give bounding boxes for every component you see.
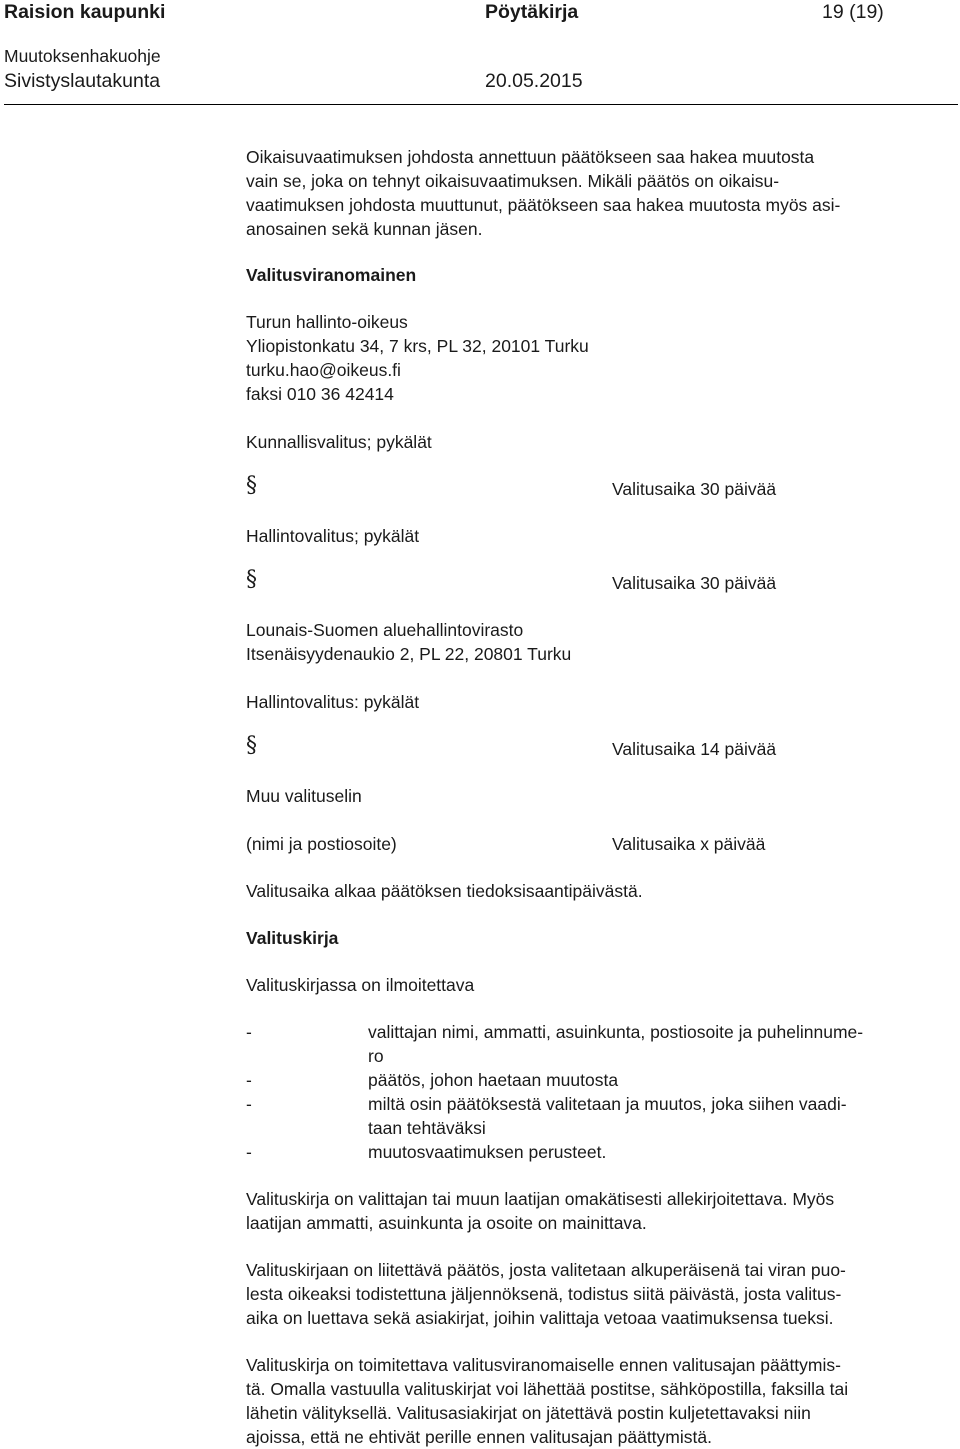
document-subtitle: Muutoksenhakuohje — [4, 46, 161, 66]
intro-line: anosainen sekä kunnan jäsen. — [246, 219, 483, 239]
list-item: miltä osin päätöksestä valitetaan ja muutos, joka siihen vaadi- — [368, 1094, 847, 1114]
list-item: muutosvaatimuksen perusteet. — [368, 1142, 607, 1162]
list-item-continuation: ro — [368, 1046, 384, 1066]
court-fax: faksi 010 36 42414 — [246, 384, 394, 404]
other-body-address: (nimi ja postiosoite) — [246, 834, 397, 854]
court-address: Yliopistonkatu 34, 7 krs, PL 32, 20101 Turku — [246, 336, 589, 356]
attachments-paragraph-line: aika on luettava sekä asiakirjat, joihin valittaja vetoaa vaatimuksensa tueksi. — [246, 1308, 834, 1328]
intro-line: vaatimuksen johdosta muuttunut, päätökseen saa hakea muutosta myös asi- — [246, 195, 841, 215]
other-body-period: Valitusaika x päivää — [612, 834, 766, 854]
signature-paragraph-line: laatijan ammatti, asuinkunta ja osoite on mainittava. — [246, 1213, 647, 1233]
intro-line: Oikaisuvaatimuksen johdosta annettuun päätökseen saa hakea muutosta — [246, 147, 815, 167]
avi-appeal-period: Valitusaika 14 päivää — [612, 739, 777, 759]
appeal-letter-heading: Valituskirja — [246, 928, 339, 948]
list-bullet: - — [246, 1022, 252, 1042]
intro-line: vain se, joka on tehnyt oikaisuvaatimuksen. Mikäli päätös on oikaisu- — [246, 171, 780, 191]
municipal-appeal-period: Valitusaika 30 päivää — [612, 479, 777, 499]
avi-appeal-label: Hallintovalitus: pykälät — [246, 692, 420, 712]
blank-marker-icon: § — [246, 567, 257, 592]
authority-heading: Valitusviranomainen — [246, 265, 417, 285]
delivery-paragraph-line: tä. Omalla vastuulla valituskirjat voi lähettää postitse, sähköpostilla, faksilla tai — [246, 1379, 849, 1399]
blank-marker-icon: § — [246, 733, 257, 758]
delivery-paragraph-line: Valituskirja on toimitettava valitusviranomaiselle ennen valitusajan päättymis- — [246, 1355, 841, 1375]
period-start-note: Valitusaika alkaa päätöksen tiedoksisaantipäivästä. — [246, 881, 643, 901]
list-item: päätös, johon haetaan muutosta — [368, 1070, 619, 1090]
signature-paragraph-line: Valituskirja on valittajan tai muun laatijan omakätisesti allekirjoitettava. Myös — [246, 1189, 835, 1209]
appeal-letter-intro: Valituskirjassa on ilmoitettava — [246, 975, 475, 995]
list-bullet: - — [246, 1094, 252, 1114]
other-body-label: Muu valituselin — [246, 786, 362, 806]
court-email: turku.hao@oikeus.fi — [246, 360, 401, 380]
attachments-paragraph-line: lesta oikeaksi todistettuna jäljennöksenä, todistus siitä päivästä, josta valitus- — [246, 1284, 842, 1304]
avi-name: Lounais-Suomen aluehallintovirasto — [246, 620, 524, 640]
admin-appeal-label: Hallintovalitus; pykälät — [246, 526, 420, 546]
court-name: Turun hallinto-oikeus — [246, 312, 408, 332]
blank-marker-icon: § — [246, 473, 257, 498]
header-divider — [4, 104, 958, 105]
delivery-paragraph-line: lähetin välityksellä. Valitusasiakirjat on jätettävä postin kuljetettavaksi niin — [246, 1403, 811, 1423]
document-type: Pöytäkirja — [485, 1, 579, 23]
avi-address: Itsenäisyydenaukio 2, PL 22, 20801 Turku — [246, 644, 572, 664]
admin-appeal-period: Valitusaika 30 päivää — [612, 573, 777, 593]
organization-name: Raision kaupunki — [4, 1, 166, 23]
municipal-appeal-label: Kunnallisvalitus; pykälät — [246, 432, 432, 452]
meeting-date: 20.05.2015 — [485, 70, 583, 92]
list-bullet: - — [246, 1142, 252, 1162]
list-item-continuation: taan tehtäväksi — [368, 1118, 486, 1138]
list-item: valittajan nimi, ammatti, asuinkunta, postiosoite ja puhelinnume- — [368, 1022, 864, 1042]
page-number: 19 (19) — [822, 1, 884, 23]
attachments-paragraph-line: Valituskirjaan on liitettävä päätös, josta valitetaan alkuperäisenä tai viran puo- — [246, 1260, 846, 1280]
list-bullet: - — [246, 1070, 252, 1090]
board-name: Sivistyslautakunta — [4, 70, 161, 92]
delivery-paragraph-line: ajoissa, että ne ehtivät perille ennen valitusajan päättymistä. — [246, 1427, 712, 1447]
